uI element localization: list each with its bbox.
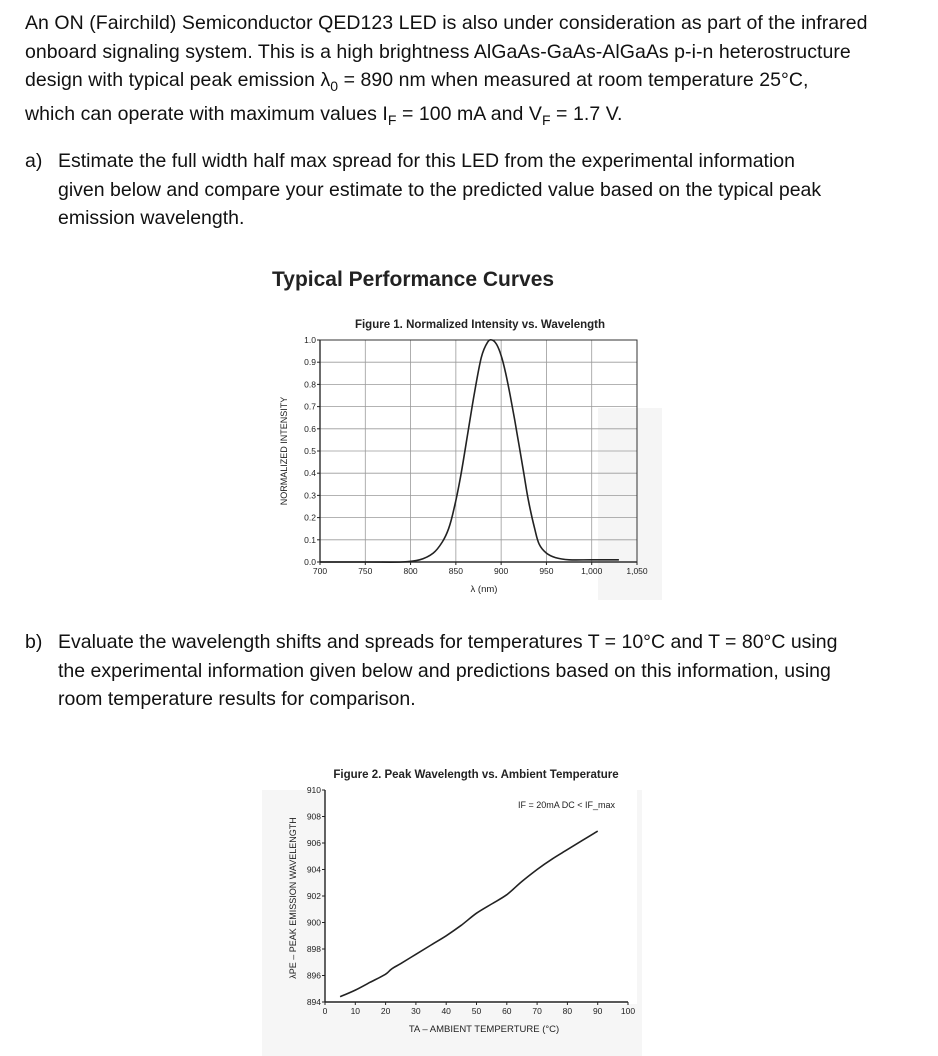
figure-2-y-tick-label: 894 bbox=[306, 997, 321, 1007]
figure-1-y-tick-label: 0.5 bbox=[304, 446, 316, 456]
figure-1-y-tick-label: 0.1 bbox=[304, 534, 316, 545]
figure-2-plot-area bbox=[325, 790, 637, 1004]
question-a-line-2: given below and compare your estimate to the predicted value based on the typical peak bbox=[58, 178, 822, 201]
intro-line-4-post: = 1.7 V. bbox=[550, 103, 623, 126]
figure-2-x-tick-label: 40 bbox=[441, 1006, 451, 1016]
figure-2-y-tick-label: 900 bbox=[306, 917, 321, 928]
section-heading: Typical Performance Curves bbox=[272, 268, 555, 291]
figure-1-x-tick-label: 1,000 bbox=[581, 566, 603, 576]
lambda-subscript: 0 bbox=[330, 77, 339, 94]
figure-2-y-tick-label: 904 bbox=[306, 864, 321, 875]
figure-1-x-axis-label: λ (nm) bbox=[470, 584, 498, 595]
vf-subscript: F bbox=[541, 112, 551, 129]
figure-2-y-tick-label: 908 bbox=[306, 811, 321, 822]
figure-2-annotation: IF = 20mA DC < IF_max bbox=[518, 800, 616, 810]
if-subscript: F bbox=[387, 112, 397, 129]
figure-2-y-axis-label: λPE – PEAK EMISSION WAVELENGTH bbox=[288, 817, 298, 979]
figure-2-title: Figure 2. Peak Wavelength vs. Ambient Temperature bbox=[333, 769, 619, 781]
figure-1-x-tick-label: 1,050 bbox=[626, 566, 648, 576]
question-a-label: a) bbox=[25, 150, 43, 172]
figure-2-x-tick-label: 90 bbox=[592, 1006, 603, 1016]
figure-2-x-tick-label: 30 bbox=[411, 1006, 421, 1016]
figure-2-y-tick-label: 902 bbox=[306, 891, 321, 901]
intro-line-3-pre: design with typical peak emission bbox=[25, 69, 321, 91]
figure-2-x-tick-label: 100 bbox=[620, 1006, 636, 1016]
intro-line-4-mid: = 100 mA and V bbox=[396, 103, 542, 126]
figure-2-y-tick-label: 898 bbox=[306, 944, 321, 954]
figure-1-x-tick-label: 750 bbox=[358, 566, 373, 576]
intro-line-2: onboard signaling system. This is a high brightness AlGaAs-GaAs-AlGaAs p-i-n heterostructure bbox=[25, 40, 851, 63]
figure-2-y-tick-label: 896 bbox=[306, 970, 321, 981]
figure-1-y-tick-label: 0.0 bbox=[304, 557, 316, 567]
figure-1-y-tick-label: 0.9 bbox=[304, 357, 316, 368]
figure-2-x-tick-label: 0 bbox=[322, 1006, 328, 1016]
question-b-line-2: the experimental information given below and predictions based on this information, using bbox=[58, 659, 831, 682]
figure-2-x-tick-label: 60 bbox=[502, 1006, 512, 1016]
lambda-symbol: λ bbox=[320, 69, 331, 91]
figure-1-x-tick-label: 700 bbox=[312, 566, 328, 576]
figure-2-x-tick-label: 70 bbox=[532, 1006, 542, 1016]
question-b-label: b) bbox=[25, 631, 43, 653]
figure-1-title: Figure 1. Normalized Intensity vs. Wavelength bbox=[354, 319, 606, 331]
intro-line-3-post: = 890 nm when measured at room temperature 25°C, bbox=[338, 69, 809, 91]
figure-1-y-tick-label: 1.0 bbox=[304, 335, 316, 345]
figure-1-x-tick-label: 950 bbox=[539, 566, 554, 576]
question-a-line-3: emission wavelength. bbox=[58, 207, 245, 229]
figure-2-y-tick-label: 906 bbox=[306, 838, 321, 848]
figure-1-y-tick-label: 0.2 bbox=[304, 512, 316, 523]
intro-line-4-pre: which can operate with maximum values I bbox=[25, 103, 388, 126]
figure-1-x-tick-label: 850 bbox=[448, 566, 463, 576]
figure-2-x-tick-label: 80 bbox=[562, 1006, 573, 1016]
question-b-line-3: room temperature results for comparison. bbox=[58, 688, 416, 710]
figure-1-y-tick-label: 0.6 bbox=[304, 423, 316, 434]
figure-1-x-tick-label: 800 bbox=[403, 566, 418, 576]
figure-1-y-tick-label: 0.8 bbox=[304, 379, 316, 390]
question-a-line-1: Estimate the full width half max spread for this LED from the experimental information bbox=[58, 150, 795, 172]
figure-1-y-axis-label: NORMALIZED INTENSITY bbox=[279, 396, 289, 506]
figure-2-y-tick-label: 910 bbox=[306, 785, 321, 795]
figure-1-x-tick-label: 900 bbox=[494, 566, 509, 576]
intro-line-1: An ON (Fairchild) Semiconductor QED123 LED is also under consideration as part of the infrared bbox=[25, 12, 868, 34]
figure-2-y-tick-labels bbox=[307, 785, 321, 1007]
question-b-line-1: Evaluate the wavelength shifts and spreads for temperatures T = 10°C and T = 80°C using bbox=[58, 631, 838, 653]
figure-1-y-tick-label: 0.4 bbox=[304, 468, 316, 479]
figure-1-y-tick-label: 0.7 bbox=[304, 401, 316, 412]
figure-2-x-tick-label: 50 bbox=[471, 1006, 482, 1016]
figure-2-x-tick-label: 10 bbox=[350, 1006, 361, 1016]
figure-2-x-tick-label: 20 bbox=[380, 1006, 391, 1016]
figure-2-x-axis-label: TA – AMBIENT TEMPERTURE (°C) bbox=[408, 1024, 560, 1035]
figure-1-y-tick-label: 0.3 bbox=[304, 490, 316, 501]
